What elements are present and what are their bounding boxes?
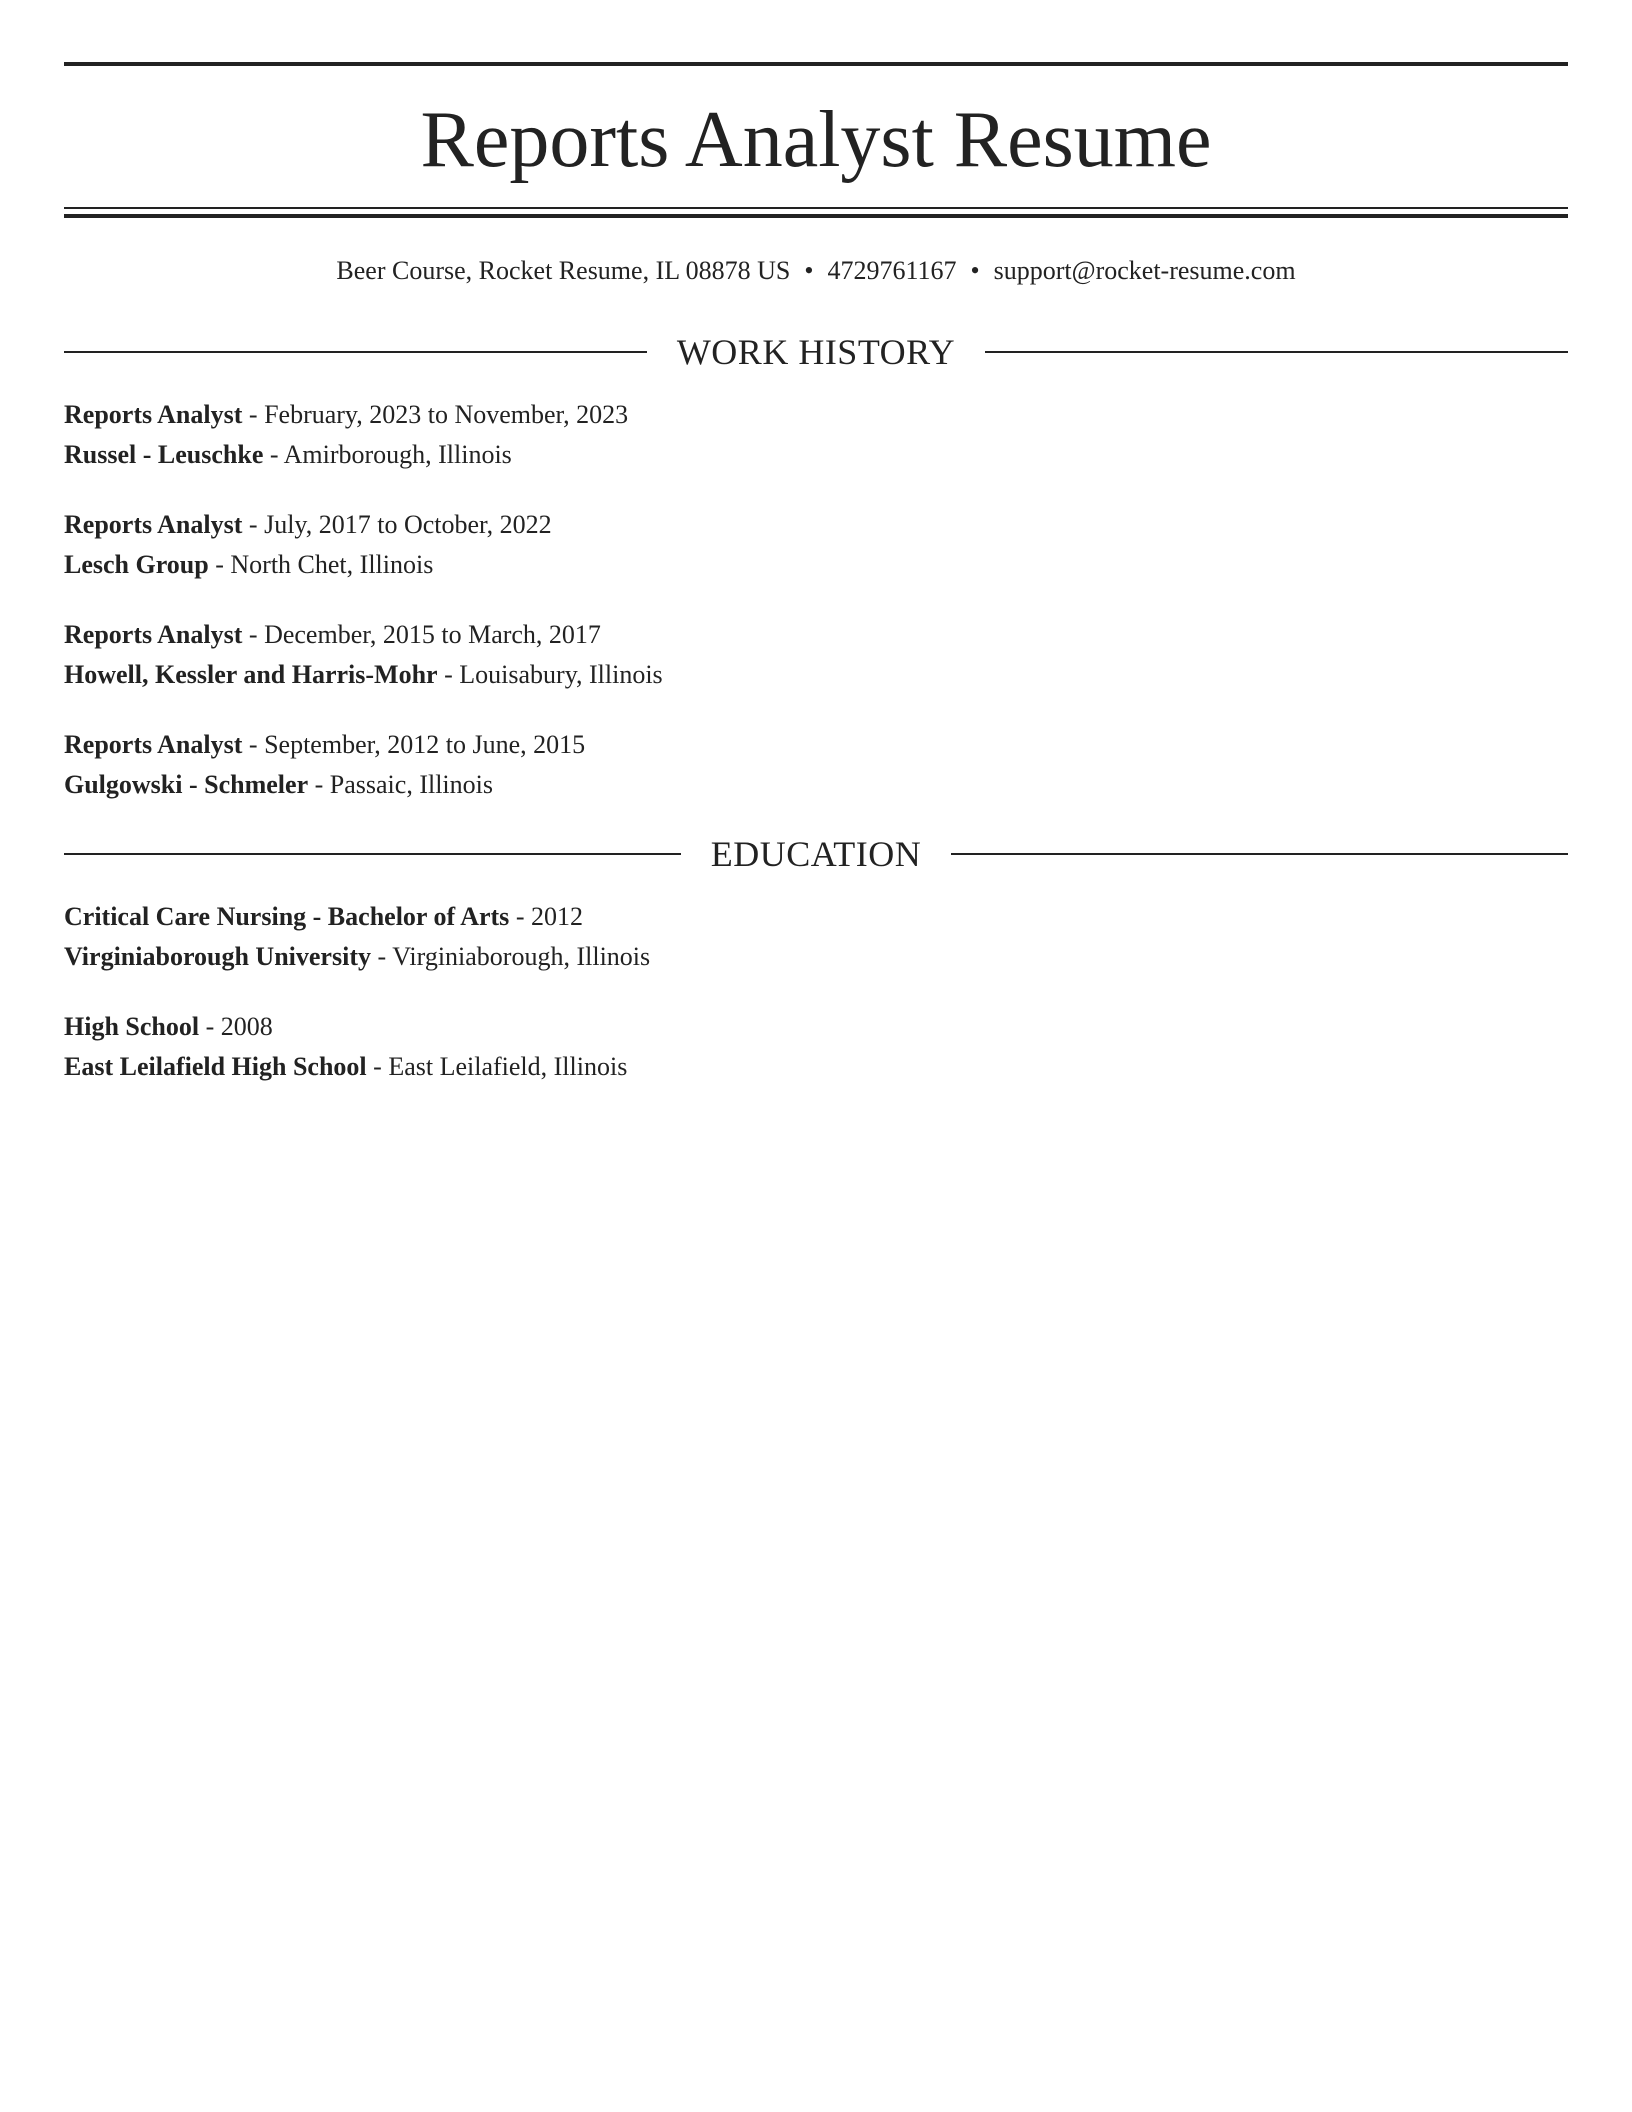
education-header	[64, 832, 1568, 876]
work-entry-title-line: Reports Analyst - July, 2017 to October, 2022	[64, 510, 552, 539]
work-location: Amirborough, Illinois	[283, 440, 512, 469]
education-school-line: East Leilafield High School - East Leilafield, Illinois	[64, 1052, 628, 1081]
work-company: Howell, Kessler and Harris-Mohr	[64, 660, 438, 689]
work-dates: February, 2023 to November, 2023	[264, 400, 629, 429]
work-company: Lesch Group	[64, 550, 209, 579]
education-location: Virginiaborough, Illinois	[392, 942, 651, 971]
contact-separator: •	[970, 256, 980, 285]
education-degree: High School	[64, 1012, 200, 1041]
section-rule-right	[985, 351, 1568, 353]
work-role: Reports Analyst	[64, 510, 243, 539]
page-title: Reports Analyst Resume	[420, 96, 1212, 184]
work-dates: July, 2017 to October, 2022	[264, 510, 552, 539]
education-year: 2012	[530, 902, 583, 931]
contact-separator: •	[804, 256, 814, 285]
work-entry	[64, 505, 1568, 585]
work-entry-title-line: Reports Analyst - December, 2015 to March, 2017	[64, 620, 601, 649]
work-company: Russel - Leuschke	[64, 440, 264, 469]
section-rule-right	[951, 853, 1568, 855]
work-location: North Chet, Illinois	[230, 550, 434, 579]
education-entry	[64, 1007, 1568, 1087]
work-history-header	[64, 330, 1568, 374]
top-rule	[64, 62, 1568, 66]
work-company: Gulgowski - Schmeler	[64, 770, 309, 799]
work-role: Reports Analyst	[64, 400, 243, 429]
education-year: 2008	[220, 1012, 273, 1041]
contact-email: support@rocket-resume.com	[993, 256, 1296, 285]
contact-address: Beer Course, Rocket Resume, IL 08878 US	[336, 256, 791, 285]
work-history-heading: WORK HISTORY	[676, 332, 956, 372]
education-degree-line: High School - 2008	[64, 1012, 273, 1041]
education-degree: Critical Care Nursing - Bachelor of Arts	[64, 902, 510, 931]
title-rule-thin	[64, 207, 1568, 209]
education-location: East Leilafield, Illinois	[388, 1052, 628, 1081]
work-entry	[64, 395, 1568, 475]
education-entry	[64, 897, 1568, 977]
work-dates: September, 2012 to June, 2015	[264, 730, 586, 759]
work-location: Louisabury, Illinois	[459, 660, 663, 689]
contact-line	[64, 254, 1568, 288]
work-entry-title-line: Reports Analyst - February, 2023 to November, 2023	[64, 400, 629, 429]
education-school: East Leilafield High School	[64, 1052, 367, 1081]
work-location: Passaic, Illinois	[329, 770, 493, 799]
title-rule-thick	[64, 214, 1568, 218]
education-school-line: Virginiaborough University - Virginiaborough, Illinois	[64, 942, 651, 971]
work-entry-company-line: Russel - Leuschke - Amirborough, Illinois	[64, 440, 512, 469]
work-role: Reports Analyst	[64, 730, 243, 759]
section-rule-left	[64, 853, 681, 855]
education-degree-line: Critical Care Nursing - Bachelor of Arts - 2012	[64, 902, 583, 931]
work-entry-company-line: Howell, Kessler and Harris-Mohr - Louisabury, Illinois	[64, 660, 663, 689]
work-role: Reports Analyst	[64, 620, 243, 649]
section-rule-left	[64, 351, 647, 353]
work-entry	[64, 725, 1568, 805]
education-school: Virginiaborough University	[64, 942, 371, 971]
education-heading: EDUCATION	[710, 834, 922, 874]
work-dates: December, 2015 to March, 2017	[264, 620, 601, 649]
work-entry-title-line: Reports Analyst - September, 2012 to June, 2015	[64, 730, 586, 759]
contact-phone: 4729761167	[827, 256, 957, 285]
work-entry-company-line: Lesch Group - North Chet, Illinois	[64, 550, 434, 579]
work-entry-company-line: Gulgowski - Schmeler - Passaic, Illinois	[64, 770, 493, 799]
work-entry	[64, 615, 1568, 695]
